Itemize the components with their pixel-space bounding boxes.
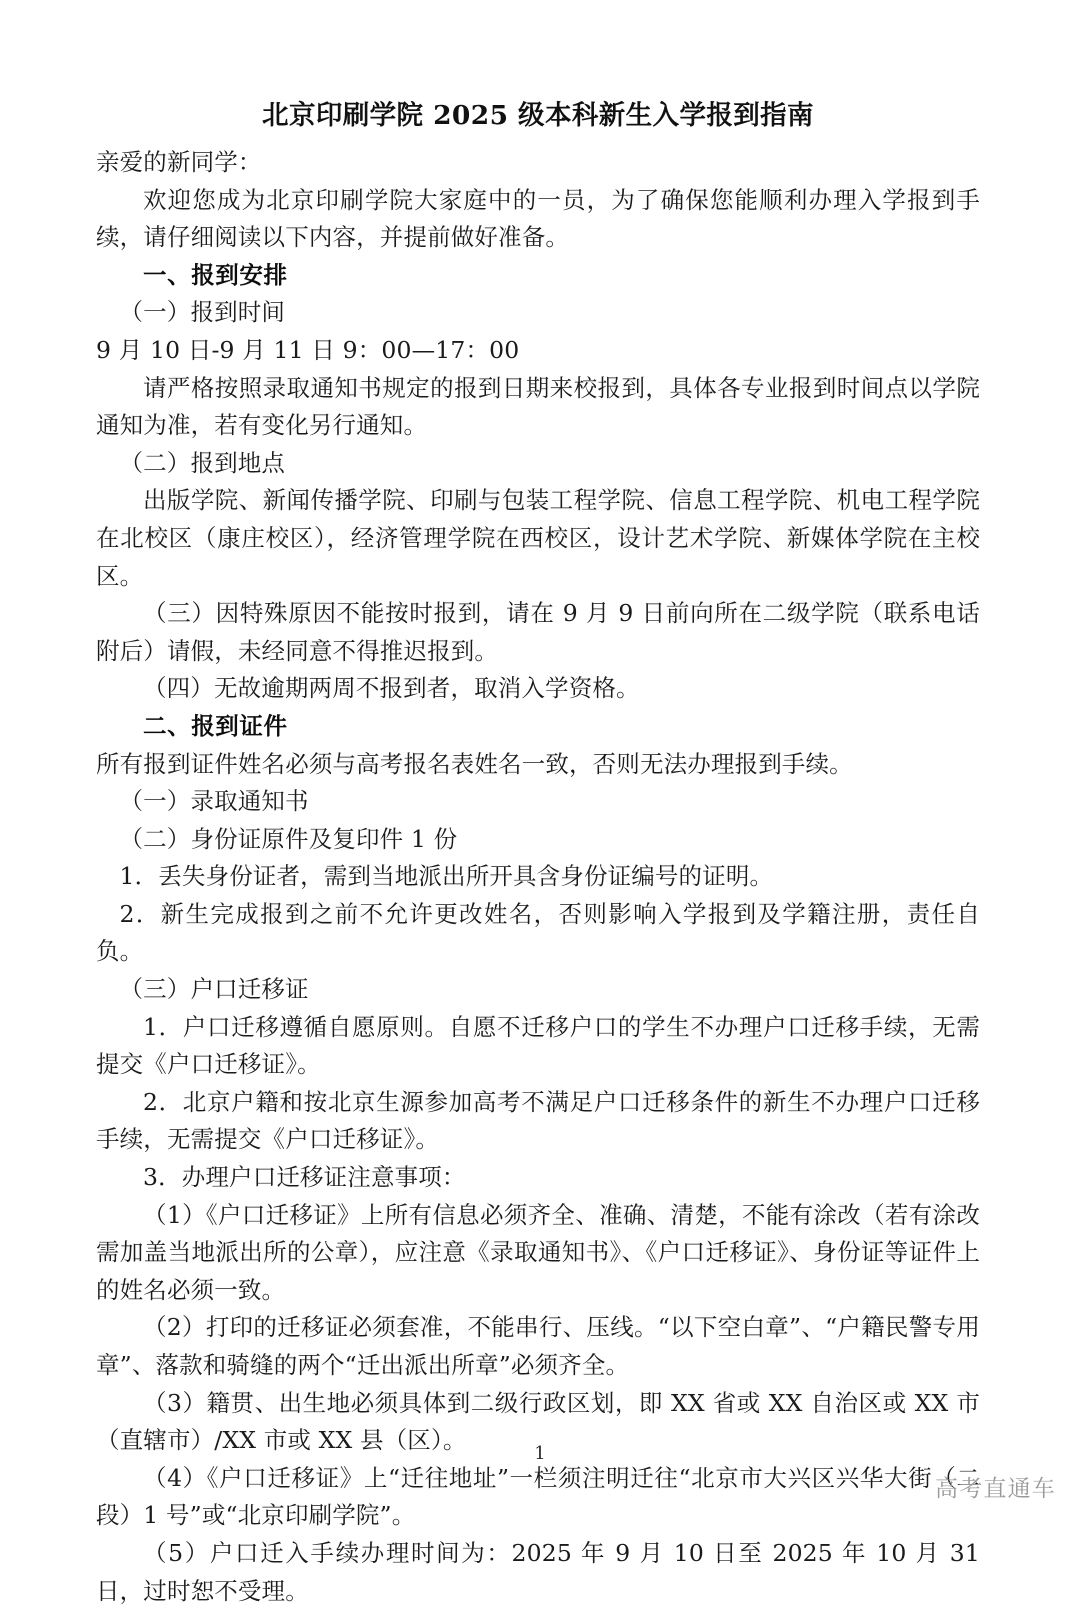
section-2-item-7: 1．户口迁移遵循自愿原则。自愿不迁移户口的学生不办理户口迁移手续，无需提交《户口迁移证》。 [96,1012,980,1079]
section-2-item-6: （三）户口迁移证 [119,975,309,1004]
section-1-item-7: （四）无故逾期两周不报到者，取消入学资格。 [143,674,640,703]
page-number: 1 [534,1443,546,1464]
section-1-item-4: （二）报到地点 [119,448,286,477]
section-2-item-9: 3．办理户口迁移证注意事项： [143,1163,466,1192]
salutation: 亲爱的新同学： [96,148,262,176]
section-1-item-1: （一）报到时间 [119,298,286,327]
section-2-item-4: 1．丢失身份证者，需到当地派出所开具含身份证编号的证明。 [119,862,774,891]
section-heading-1: 一、报到安排 [143,260,288,289]
section-1-item-2: 9 月 10 日-9 月 11 日 9：00—17：00 [96,335,520,364]
section-1-item-3: 请严格按照录取通知书规定的报到日期来校报到，具体各专业报到时间点以学院通知为准，若有变化另行通知。 [96,373,980,440]
section-2-item-14: （5）户口迁入手续办理时间为：2025 年 9 月 10 日至 2025 年 10 月 31 日，过时恕不受理。 [96,1538,980,1605]
watermark: 高考直通车 [935,1476,1056,1502]
intro-paragraph: 欢迎您成为北京印刷学院大家庭中的一员，为了确保您能顺利办理入学报到手续，请仔细阅读以下内容，并提前做好准备。 [96,185,980,252]
document-body [96,96,980,1610]
section-1-item-5: 出版学院、新闻传播学院、印刷与包装工程学院、信息工程学院、机电工程学院在北校区（康庄校区），经济管理学院在西校区，设计艺术学院、新媒体学院在主校区。 [96,486,980,590]
section-2-item-3: （二）身份证原件及复印件 1 份 [119,824,458,853]
page-title: 北京印刷学院 2025 级本科新生入学报到指南 [262,100,814,131]
section-2-item-8: 2．北京户籍和按北京生源参加高考不满足户口迁移条件的新生不办理户口迁移手续，无需提交《户口迁移证》。 [96,1087,980,1154]
section-2-item-13: （4）《户口迁移证》上“迁往地址”一栏须注明迁往“北京市大兴区兴华大街（二段）1 号”或“北京印刷学院”。 [96,1463,980,1530]
section-heading-2: 二、报到证件 [143,711,288,740]
section-2-item-5: 2．新生完成报到之前不允许更改姓名，否则影响入学报到及学籍注册，责任自负。 [96,899,980,966]
section-2-item-2: （一）录取通知书 [119,787,309,816]
section-2-item-12: （3）籍贯、出生地必须具体到二级行政区划，即 XX 省或 XX 自治区或 XX 市（直辖市）/XX 市或 XX 县（区）。 [96,1388,980,1455]
section-2-item-1: 所有报到证件姓名必须与高考报名表姓名一致，否则无法办理报到手续。 [96,749,853,778]
section-1-item-6: （三）因特殊原因不能按时报到，请在 9 月 9 日前向所在二级学院（联系电话附后）请假，未经同意不得推迟报到。 [96,599,980,665]
section-2-item-10: （1）《户口迁移证》上所有信息必须齐全、准确、清楚，不能有涂改（若有涂改需加盖当地派出所的公章），应注意《录取通知书》、《户口迁移证》、身份证等证件上的姓名必须一致。 [96,1200,980,1304]
section-2-item-11: （2）打印的迁移证必须套准，不能串行、压线。“以下空白章”、“户籍民警专用章”、落款和骑缝的两个“迁出派出所章”必须齐全。 [96,1313,980,1379]
